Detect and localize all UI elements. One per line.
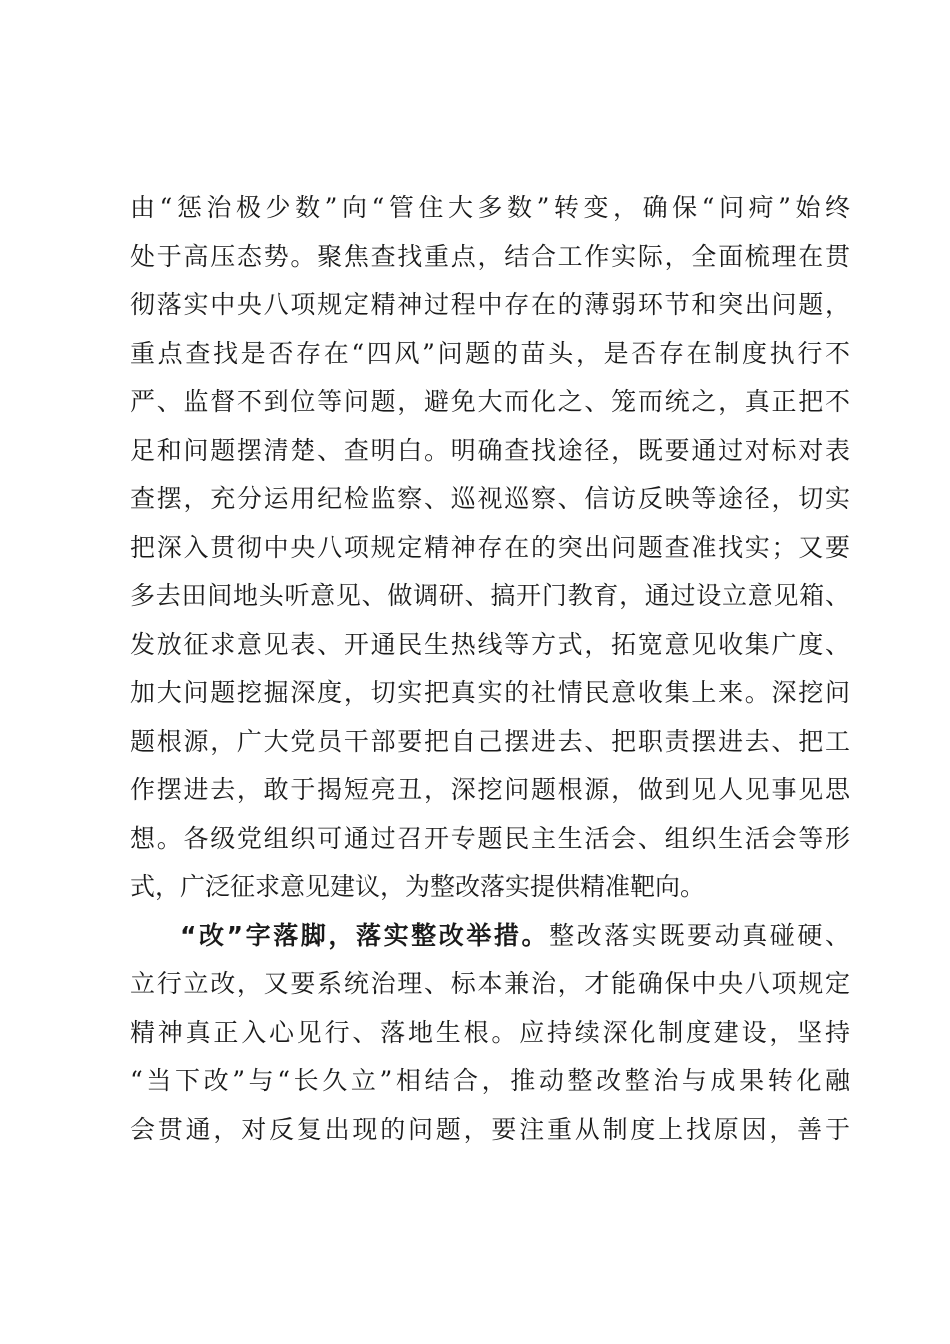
text-line: 想。各级党组织可通过召开专题民主生活会、组织生活会等形 [130, 823, 850, 853]
text-line: 把深入贯彻中央八项规定精神存在的突出问题查准找实；又要 [130, 532, 850, 562]
text-line: 足和问题摆清楚、查明白。明确查找途径，既要通过对标对表 [130, 435, 850, 465]
text-line: 加大问题挖掘深度，切实把真实的社情民意收集上来。深挖问 [130, 678, 850, 707]
text-line: 彻落实中央八项规定精神过程中存在的薄弱环节和突出问题， [130, 290, 850, 319]
text-line: 会贯通，对反复出现的问题，要注重从制度上找原因，善于 [130, 1114, 850, 1144]
text-line: 查摆，充分运用纪检监察、巡视巡察、信访反映等途径，切实 [130, 484, 850, 513]
text-line: 多去田间地头听意见、做调研、搞开门教育，通过设立意见箱、 [130, 581, 850, 610]
section-heading: “改”字落脚，落实整改举措。 [180, 920, 550, 950]
text-line: 式，广泛征求意见建议，为整改落实提供精准靶向。 [130, 872, 706, 901]
text-line: 立行立改，又要系统治理、标本兼治，才能确保中央八项规定 [130, 969, 850, 998]
text-line: 精神真正入心见行、落地生根。应持续深化制度建设，坚持 [130, 1017, 850, 1047]
text-line: 题根源，广大党员干部要把自己摆进去、把职责摆进去、把工 [130, 726, 850, 756]
text-line: 处于高压态势。聚焦查找重点，结合工作实际，全面梳理在贯 [130, 241, 850, 271]
text-line: 作摆进去，敢于揭短亮丑，深挖问题根源，做到见人见事见思 [130, 775, 850, 804]
body-text [130, 184, 850, 1154]
text-line: 严、监督不到位等问题，避免大而化之、笼而统之，真正把不 [130, 387, 850, 416]
paragraph-1 [130, 184, 850, 912]
text-line: 发放征求意见表、开通民生热线等方式，拓宽意见收集广度、 [130, 629, 850, 659]
text-line: 由“惩治极少数”向“管住大多数”转变，确保“问疴”始终 [130, 193, 850, 222]
paragraph-2 [130, 912, 850, 1155]
paragraph-2-first-line [130, 912, 850, 961]
text-line: “当下改”与“长久立”相结合，推动整改整治与成果转化融 [130, 1066, 850, 1095]
text-run: 整改落实既要动真碰硬、 [549, 920, 850, 950]
text-line: 重点查找是否存在“四风”问题的苗头，是否存在制度执行不 [130, 338, 850, 368]
